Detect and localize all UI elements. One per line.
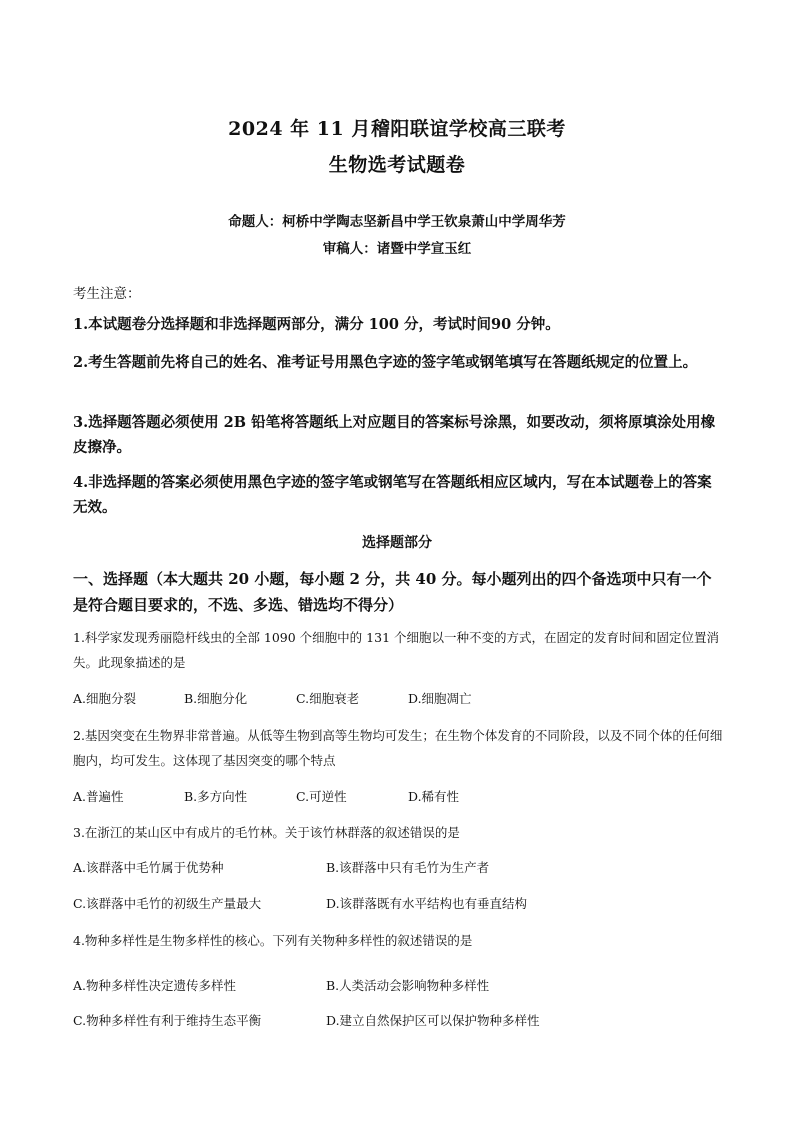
question-option: B.细胞分化 [184, 691, 248, 706]
question-stem: 4.物种多样性是生物多样性的核心。下列有关物种多样性的叙述错误的是 [73, 933, 473, 948]
question-option: C.该群落中毛竹的初级生产量最大 [73, 896, 262, 911]
question-stem: 3.在浙江的某山区中有成片的毛竹林。关于该竹林群落的叙述错误的是 [73, 825, 460, 840]
question-stem: 1.科学家发现秀丽隐杆线虫的全部 1090 个细胞中的 131 个细胞以一种不变的方式，在固定的发育时间和固定位置消失。此现象描述的是 [73, 630, 719, 670]
question-option: B.多方向性 [184, 789, 248, 804]
question-option: C.细胞衰老 [296, 691, 360, 706]
question-option: C.物种多样性有利于维持生态平衡 [73, 1013, 262, 1028]
notice-item: 2.考生答题前先将自己的姓名、准考证号用黑色字迹的签字笔或钢笔填写在答题纸规定的位置上。 [73, 354, 698, 371]
notice-item: 1.本试题卷分选择题和非选择题两部分，满分 100 分，考试时间90 分钟。 [73, 316, 560, 333]
question-option: A.普遍性 [73, 789, 124, 804]
question-option: D.建立自然保护区可以保护物种多样性 [326, 1013, 540, 1028]
question-option: A.物种多样性决定遗传多样性 [73, 978, 237, 993]
question-option: B.该群落中只有毛竹为生产者 [326, 860, 490, 875]
authors-line: 命题人：柯桥中学陶志坚新昌中学王钦泉萧山中学周华芳 [228, 214, 566, 230]
question-option: C.可逆性 [296, 789, 347, 804]
question-option: B.人类活动会影响物种多样性 [326, 978, 490, 993]
notice-heading: 考生注意： [73, 286, 141, 302]
notice-item: 4.非选择题的答案必须使用黑色字迹的签字笔或钢笔写在答题纸相应区域内，写在本试题卷上的答案无效。 [73, 474, 712, 516]
question-option: D.该群落既有水平结构也有垂直结构 [326, 896, 528, 911]
question-option: A.该群落中毛竹属于优势种 [73, 860, 224, 875]
exam-subtitle: 生物选考试题卷 [328, 154, 466, 176]
reviewer-line: 审稿人：诸暨中学宣玉红 [322, 241, 472, 257]
question-option: D.细胞凋亡 [408, 691, 472, 706]
exam-title: 2024 年 11 月稽阳联谊学校高三联考 [228, 118, 566, 140]
section-instruction: 一、选择题（本大题共 20 小题，每小题 2 分，共 40 分。每小题列出的四个备选项中只有一个是符合题目要求的，不选、多选、错选均不得分） [73, 570, 712, 614]
notice-item: 3.选择题答题必须使用 2B 铅笔将答题纸上对应题目的答案标号涂黑，如要改动，须将原填涂处用橡皮擦净。 [73, 414, 716, 456]
section-title: 选择题部分 [362, 535, 432, 551]
question-stem: 2.基因突变在生物界非常普遍。从低等生物到高等生物均可发生；在生物个体发育的不同阶段，以及不同个体的任何细胞内，均可发生。这体现了基因突变的哪个特点 [73, 728, 723, 768]
question-option: A.细胞分裂 [73, 691, 137, 706]
question-option: D.稀有性 [408, 789, 460, 804]
